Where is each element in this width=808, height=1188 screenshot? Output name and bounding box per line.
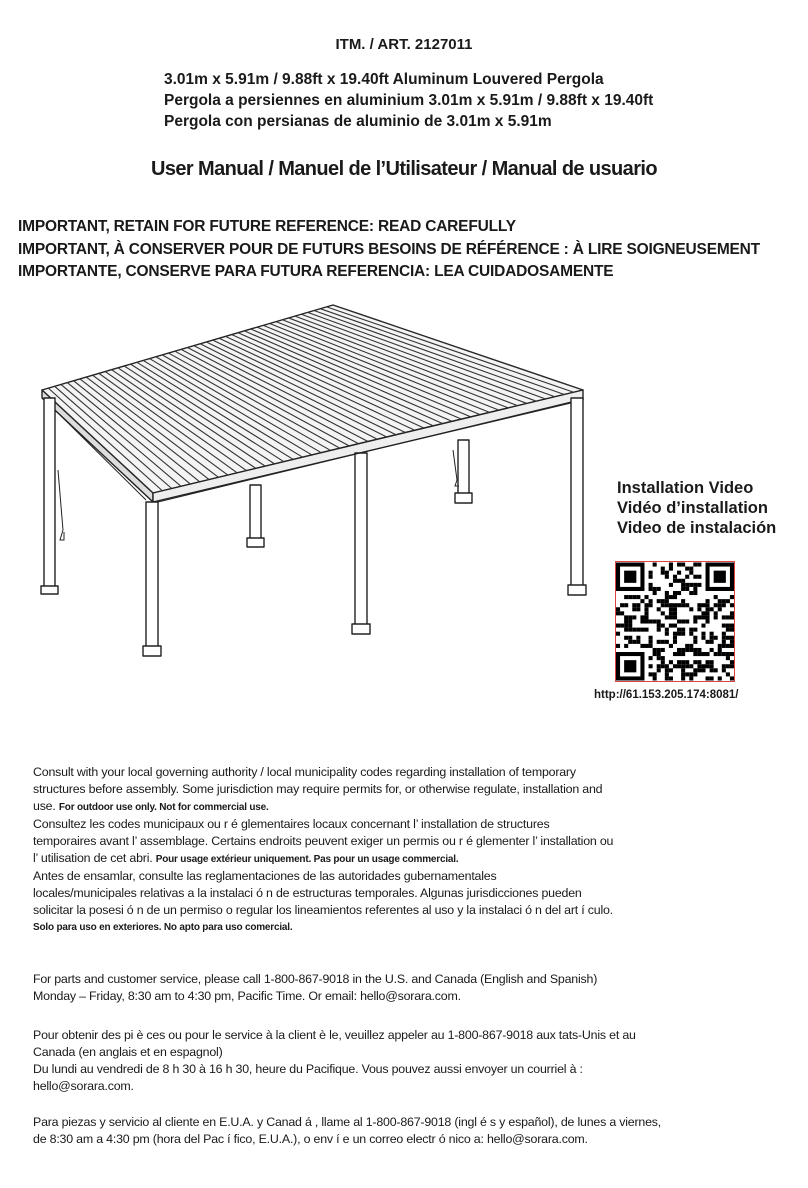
important-line-es: IMPORTANTE, CONSERVE PARA FUTURA REFERENCIA: LEA CUIDADOSAMENTE [18,263,614,280]
service-fr-line: Canada (en anglais et en espagnol) [33,1045,223,1059]
consult-fr-line: Consultez les codes municipaux ou r é glementaires locaux concernant l’ installation de structures [33,817,550,831]
service-fr-line: hello@sorara.com. [33,1079,134,1093]
consult-block [33,764,693,936]
consult-en-last [33,798,693,816]
service-en [33,971,713,1005]
consult-es-line: solicitar la posesi ó n de un permiso o regular los lineamientos referentes al uso y la instalaci ó n del art í culo. [33,903,613,917]
service-fr-line: Pour obtenir des pi è ces ou pour le service à la client è le, veuillez appeler au 1-800-867-9018 aux tats-Unis et au [33,1028,636,1042]
consult-en-last-text: use. [33,799,56,813]
video-title-es: Video de instalación [617,519,777,537]
qr-code-graphic [616,562,734,681]
consult-fr-note: Pour usage extérieur uniquement. Pas pour un usage commercial. [155,854,459,865]
important-notice [18,216,760,284]
service-en-line: For parts and customer service, please call 1-800-867-9018 in the U.S. and Canada (English and Spanish) [33,972,598,986]
product-title-en: 3.01m x 5.91m / 9.88ft x 19.40ft Aluminum Louvered Pergola [164,71,604,88]
installation-video-titles [617,478,776,538]
important-line-fr: IMPORTANT, À CONSERVER POUR DE FUTURS BESOINS DE RÉFÉRENCE : À LIRE SOIGNEUSEMENT [18,240,760,258]
video-title-en: Installation Video [617,479,754,497]
item-number: ITM. / ART. 2127011 [335,36,473,53]
consult-fr-line: temporaires avant l’ assemblage. Certains endroits peuvent exiger un permis ou r é glementer l’ installation ou [33,834,614,848]
service-fr-line: Du lundi au vendredi de 8 h 30 à 16 h 30, heure du Pacifique. Vous pouvez aussi envoyer un courriel à : [33,1062,583,1076]
product-titles [164,69,653,132]
service-es-line: de 8:30 am a 4:30 pm (hora del Pac í fico, E.U.A.), o env í e un correo electr ó nico a: hello@sorara.com. [33,1132,588,1146]
service-es [33,1114,733,1148]
important-line-en: IMPORTANT, RETAIN FOR FUTURE REFERENCE: READ CAREFULLY [18,218,516,235]
consult-es-line: Antes de ensamlar, consulte las reglamentaciones de las autoridades gubernamentales [33,869,497,883]
consult-en-line: structures before assembly. Some jurisdiction may require permits for, or otherwise regulate, installation and [33,782,603,796]
consult-es-note: Solo para uso en exteriores. No apto para uso comercial. [33,922,293,933]
consult-en-note: For outdoor use only. Not for commercial use. [58,802,269,813]
consult-fr-last-text: l’ utilisation de cet abri. [33,851,153,865]
product-title-fr: Pergola a persiennes en aluminium 3.01m x 5.91m / 9.88ft x 19.40ft [164,92,654,109]
service-fr [33,1027,713,1095]
manual-title: User Manual / Manuel de l’Utilisateur / Manual de usuario [151,158,657,180]
video-title-fr: Vidéo d’installation [617,499,768,517]
qr-code[interactable] [615,561,735,682]
product-title-es: Pergola con persianas de aluminio de 3.01m x 5.91m [164,113,552,130]
service-es-line: Para piezas y servicio al cliente en E.U.A. y Canad á , llame al 1-800-867-9018 (ingl é s y español), de lunes a viernes, [33,1115,662,1129]
service-en-line: Monday – Friday, 8:30 am to 4:30 pm, Pacific Time. Or email: hello@sorara.com. [33,989,461,1003]
pergola-illustration [28,290,598,670]
installation-video-link[interactable]: http://61.153.205.174:8081/ [594,689,739,701]
consult-en-line: Consult with your local governing authority / local municipality codes regarding installation of temporary [33,765,576,779]
consult-fr-last [33,850,693,868]
consult-es-line: locales/municipales relativas a la instalaci ó n de estructuras temporales. Algunas jurisdicciones pueden [33,886,582,900]
